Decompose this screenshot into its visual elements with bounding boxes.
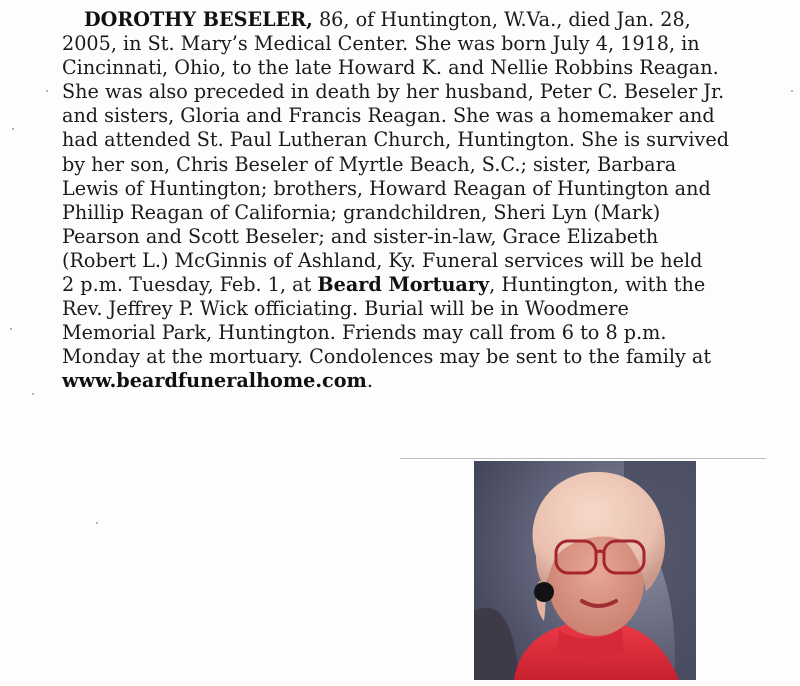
scan-speck: [12, 128, 14, 130]
obituary-line: Cincinnati, Ohio, to the late Howard K. and Nellie Robbins Reagan.: [62, 56, 719, 80]
portrait-photo: [474, 461, 696, 680]
scan-speck: [32, 393, 34, 395]
scan-speck: [46, 90, 48, 92]
obituary-line: and sisters, Gloria and Francis Reagan. She was a homemaker and: [62, 104, 715, 128]
obituary-line: by her son, Chris Beseler of Myrtle Beach, S.C.; sister, Barbara: [62, 152, 677, 176]
deceased-name: DOROTHY BESELER,: [84, 8, 313, 31]
obituary-line: DOROTHY BESELER, 86, of Huntington, W.Va., died Jan. 28,: [84, 8, 691, 31]
black-earring: [534, 582, 554, 602]
obituary-line: Memorial Park, Huntington. Friends may call from 6 to 8 p.m.: [62, 321, 667, 345]
obituary-text: [62, 8, 762, 394]
funeral-home-website: www.beardfuneralhome.com: [62, 369, 367, 393]
obituary-line: had attended St. Paul Lutheran Church, Huntington. She is survived: [62, 128, 729, 152]
obituary-line: (Robert L.) McGinnis of Ashland, Ky. Funeral services will be held: [62, 248, 703, 272]
obituary-line: 2005, in St. Mary’s Medical Center. She was born July 4, 1918, in: [62, 32, 700, 56]
portrait-image: [474, 461, 696, 680]
scan-speck: [10, 328, 12, 330]
obituary-line: Monday at the mortuary. Condolences may be sent to the family at: [62, 345, 712, 369]
obituary-line: Pearson and Scott Beseler; and sister-in-law, Grace Elizabeth: [62, 224, 659, 248]
funeral-home-name: Beard Mortuary: [317, 273, 490, 297]
obituary-line: www.beardfuneralhome.com.: [62, 369, 373, 393]
scan-speck: [96, 522, 98, 524]
obituary-line: Rev. Jeffrey P. Wick officiating. Burial will be in Woodmere: [62, 297, 629, 321]
divider-rule: [400, 458, 766, 459]
obituary-line: 2 p.m. Tuesday, Feb. 1, at Beard Mortuary, Huntington, with the: [62, 273, 706, 297]
obituary-line: She was also preceded in death by her husband, Peter C. Beseler Jr.: [62, 80, 725, 104]
scan-speck: [791, 90, 793, 92]
obituary-line: Lewis of Huntington; brothers, Howard Reagan of Huntington and: [62, 176, 711, 200]
obituary-line: Phillip Reagan of California; grandchildren, Sheri Lyn (Mark): [62, 200, 661, 224]
